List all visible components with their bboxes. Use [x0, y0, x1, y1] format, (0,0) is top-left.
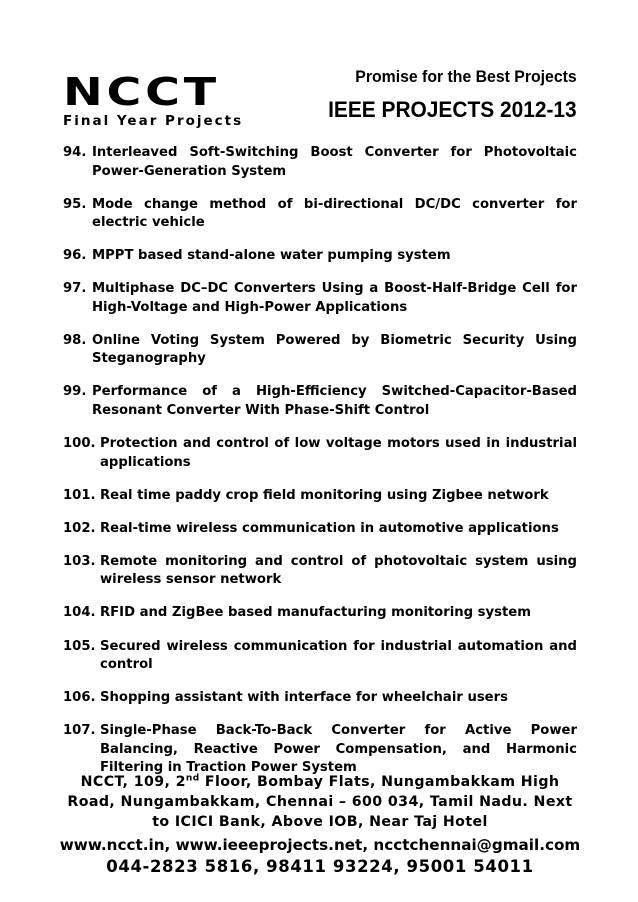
project-item — [63, 144, 577, 181]
project-number: 99. — [63, 384, 87, 400]
project-title: Remote monitoring and control of photovoltaic system using wireless sensor network — [100, 553, 577, 588]
project-title: Interleaved Soft-Switching Boost Converter for Photovoltaic Power-Generation System — [92, 145, 577, 179]
project-number: 106. — [63, 690, 96, 706]
project-number: 105. — [63, 638, 96, 654]
project-item — [63, 638, 577, 675]
project-number: 95. — [63, 196, 87, 212]
logo-subtitle: Final Year Projects — [63, 113, 244, 129]
page-header — [63, 66, 577, 130]
project-number: 107. — [63, 723, 96, 739]
project-item — [63, 520, 577, 539]
project-number: 96. — [63, 248, 87, 264]
page-title: IEEE PROJECTS 2012-13 — [328, 97, 577, 122]
project-number: 104. — [63, 605, 96, 621]
project-number: 94. — [63, 145, 87, 160]
project-item — [63, 722, 577, 778]
address-line-3: to ICICI Bank, Above IOB, Near Taj Hotel — [152, 814, 488, 830]
project-item — [63, 332, 577, 369]
project-title: RFID and ZigBee based manufacturing monitoring system — [100, 605, 531, 621]
project-number: 97. — [63, 281, 87, 297]
address-line-1-end: Floor, Bombay Flats, Nungambakkam High — [199, 774, 560, 790]
project-item — [63, 689, 577, 708]
project-list — [63, 144, 577, 792]
project-title: Multiphase DC–DC Converters Using a Boost-Half-Bridge Cell for High-Voltage and High-Power Applications — [92, 281, 577, 315]
project-item — [63, 487, 577, 506]
project-title: MPPT based stand-alone water pumping system — [92, 248, 451, 264]
contact-footer — [50, 772, 590, 878]
ordinal-suffix: nd — [185, 773, 200, 784]
project-number: 98. — [63, 332, 87, 348]
address-line-2: Road, Nungambakkam, Chennai – 600 034, Tamil Nadu. Next — [67, 794, 573, 810]
project-title: Mode change method of bi-directional DC/DC converter for electric vehicle — [92, 196, 577, 231]
project-title: Protection and control of low voltage motors used in industrial applications — [100, 436, 577, 470]
ncct-logo — [63, 72, 243, 129]
project-title: Single-Phase Back-To-Back Converter for Active Power Balancing, Reactive Power Compensation, and Harmonic Filtering in Traction Power System — [100, 723, 577, 776]
project-item — [63, 553, 577, 590]
header-tagline — [315, 66, 577, 124]
project-number: 102. — [63, 520, 96, 536]
logo-text: NCCT — [63, 70, 220, 114]
promise-text: Promise for the Best Projects — [355, 67, 577, 86]
project-item — [63, 280, 577, 317]
project-title: Performance of a High-Efficiency Switched-Capacitor-Based Resonant Converter With Phase-Shift Control — [92, 384, 577, 418]
project-number: 101. — [63, 487, 96, 503]
project-title: Real time paddy crop field monitoring using Zigbee network — [100, 487, 549, 503]
phone-numbers: 044-2823 5816, 98411 93224, 95001 54011 — [106, 857, 534, 876]
project-title: Real-time wireless communication in automotive applications — [100, 520, 559, 536]
address-line-1 — [50, 772, 590, 792]
web-and-email: www.ncct.in, www.ieeeprojects.net, ncctchennai@gmail.com — [59, 836, 581, 854]
project-item — [63, 435, 577, 472]
project-item — [63, 604, 577, 623]
address-line-1-start: NCCT, 109, 2 — [80, 774, 186, 790]
project-title: Online Voting System Powered by Biometric Security Using Steganography — [92, 332, 577, 367]
project-item — [63, 383, 577, 420]
project-title: Secured wireless communication for industrial automation and control — [100, 638, 577, 673]
project-number: 100. — [63, 436, 96, 452]
project-item — [63, 196, 577, 233]
project-number: 103. — [63, 553, 96, 569]
project-title: Shopping assistant with interface for wheelchair users — [100, 690, 508, 706]
project-item — [63, 247, 577, 266]
